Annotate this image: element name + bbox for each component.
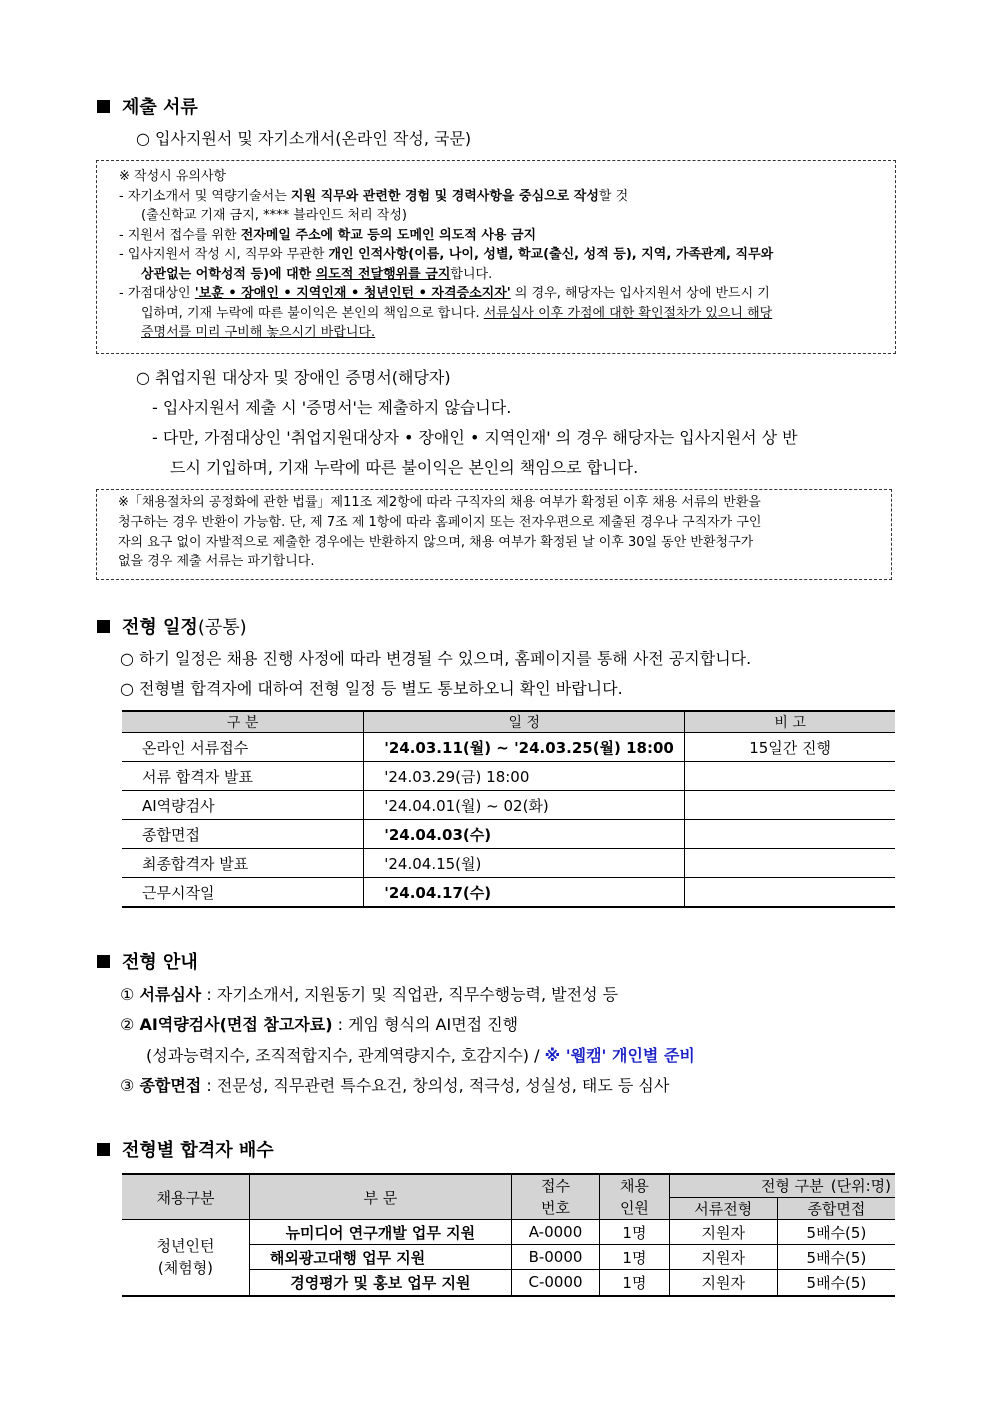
table-row [122,820,895,849]
law-notice-content [118,493,761,572]
receipt-no-cell: C-0000 [511,1270,599,1296]
dept-cell: 경영평가 및 홍보 업무 지원 [249,1270,511,1296]
law-notice-line: ※「채용절차의 공정화에 관한 법률」제11조 제2항에 따라 구직자의 채용 여부가 확정된 이후 채용 서류의 반환을 [118,495,761,510]
date-cell: '24.03.11(월) ~ '24.03.25(월) 18:00 [364,733,685,762]
col-header-receipt-no: 접수 번호 [511,1174,599,1220]
section-heading-documents: 제출 서류 [97,93,198,119]
note-line: 입하며, 기재 누락에 따른 불이익은 본인의 책임으로 합니다. 서류심사 이후 가점에 대한 확인절차가 있으니 해당 [141,305,773,321]
doc-sub-item: - 다만, 가점대상인 '취업지원대상자 • 장애인 • 지역인재' 의 경우 해당자는 입사지원서 상 반 [152,428,798,447]
notes-content [119,167,773,343]
square-bullet-icon [97,955,110,968]
table-header-row [122,1174,895,1197]
table-row [122,791,895,820]
stage-cell: 최종합격자 발표 [122,849,364,878]
date-cell: '24.04.01(월) ~ 02(화) [364,791,685,820]
doc-item-application: ○ 입사지원서 및 자기소개서(온라인 작성, 국문) [136,129,472,148]
guide-item-interview: ③ 종합면접 : 전문성, 직무관련 특수요건, 창의성, 적극성, 성실성, 태도 등 심사 [120,1076,670,1095]
col-header-note: 비 고 [685,711,895,733]
note-cell [685,820,895,849]
schedule-table [122,710,895,908]
stage-cell: 종합면접 [122,820,364,849]
headcount-cell: 1명 [600,1245,669,1270]
table-row [122,849,895,878]
law-notice-line: 청구하는 경우 반환이 가능함. 단, 제 7조 제 1항에 따라 홈페이지 또는 전자우편으로 제출된 경우나 구직자가 구인 [118,514,762,530]
interview-stage-cell: 5배수(5) [777,1220,895,1245]
col-header-stage: 구 분 [122,711,364,733]
headcount-cell: 1명 [600,1220,669,1245]
doc-sub-item: 드시 기입하며, 기재 누락에 따른 불이익은 본인의 책임으로 합니다. [170,458,639,477]
table-row [122,733,895,762]
headcount-cell: 1명 [600,1270,669,1296]
note-line: 상관없는 어학성적 등)에 대한 의도적 전달행위를 금지합니다. [141,266,493,282]
date-cell: '24.03.29(금) 18:00 [364,762,685,791]
col-header-type: 채용구분 [122,1174,249,1220]
schedule-note: ○ 하기 일정은 채용 진행 사정에 따라 변경될 수 있으며, 홈페이지를 통해 사전 공지합니다. [120,649,752,668]
note-cell: 15일간 진행 [685,733,895,762]
stage-cell: 근무시작일 [122,878,364,908]
square-bullet-icon [97,100,110,113]
document-stage-cell: 지원자 [669,1270,777,1296]
table-row [122,1220,895,1245]
square-bullet-icon [97,1143,110,1156]
document-stage-cell: 지원자 [669,1245,777,1270]
section-heading-multiplier: 전형별 합격자 배수 [97,1136,274,1162]
stage-cell: 서류 합격자 발표 [122,762,364,791]
note-cell [685,878,895,908]
stage-cell: AI역량검사 [122,791,364,820]
receipt-no-cell: A-0000 [511,1220,599,1245]
col-header-dept: 부 문 [249,1174,511,1220]
interview-stage-cell: 5배수(5) [777,1270,895,1296]
law-notice-line: 자의 요구 없이 자발적으로 제출한 경우에는 반환하지 않으며, 채용 여부가 확정된 날 이후 30일 동안 반환청구가 [118,534,754,550]
webcam-notice: ※ '웹캠' 개인별 준비 [544,1046,695,1065]
guide-item-ai-test: ② AI역량검사(면접 참고자료) : 게임 형식의 AI면접 진행 [120,1015,519,1034]
col-header-date: 일 정 [364,711,685,733]
table-row [122,878,895,908]
note-cell [685,849,895,878]
law-notice-line: 없을 경우 제출 서류는 파기합니다. [118,554,315,570]
note-line: - 지원서 접수를 위한 전자메일 주소에 학교 등의 도메인 의도적 사용 금지 [119,227,537,243]
note-line: - 자기소개서 및 역량기술서는 지원 직무와 관련한 경험 및 경력사항을 중심으로 작성할 것 [119,188,629,204]
note-line: - 가점대상인 '보훈 • 장애인 • 지역인재 • 청년인턴 • 자격증소지자' 의 경우, 해당자는 입사지원서 상에 반드시 기 [119,286,770,301]
guide-item-document-review: ① 서류심사 : 자기소개서, 지원동기 및 직업관, 직무수행능력, 발전성 등 [120,985,619,1004]
section-heading-schedule: 전형 일정(공통) [97,613,247,639]
stage-cell: 온라인 서류접수 [122,733,364,762]
section-heading-guide: 전형 안내 [97,948,198,974]
note-line: - 입사지원서 작성 시, 직무와 무관한 개인 인적사항(이름, 나이, 성별, 학교(출신, 성적 등), 지역, 가족관계, 직무와 [119,247,774,262]
dept-cell: 해외광고대행 업무 지원 [249,1245,511,1270]
col-header-interview-stage: 종합면접 [777,1197,895,1220]
schedule-note: ○ 전형별 합격자에 대하여 전형 일정 등 별도 통보하오니 확인 바랍니다. [120,679,623,698]
guide-item-ai-test-detail: (성과능력지수, 조직적합지수, 관계역량지수, 호감지수) / ※ '웹캠' 개인별 준비 [146,1046,695,1065]
col-header-headcount: 채용 인원 [600,1174,669,1220]
multiplier-table [122,1173,895,1297]
note-line: 증명서를 미리 구비해 놓으시기 바랍니다. [141,325,376,340]
note-cell [685,762,895,791]
doc-item-certificate: ○ 취업지원 대상자 및 장애인 증명서(해당자) [136,368,451,387]
date-cell: '24.04.17(수) [364,878,685,908]
note-line: (출신학교 기재 금지, **** 블라인드 처리 작성) [141,208,407,223]
square-bullet-icon [97,620,110,633]
interview-stage-cell: 5배수(5) [777,1245,895,1270]
notes-heading: ※ 작성시 유의사항 [119,169,227,184]
date-cell: '24.04.15(월) [364,849,685,878]
date-cell: '24.04.03(수) [364,820,685,849]
col-header-stage: 전형 구분 (단위:명) [669,1174,895,1197]
document-stage-cell: 지원자 [669,1220,777,1245]
receipt-no-cell: B-0000 [511,1245,599,1270]
doc-sub-item: - 입사지원서 제출 시 '증명서'는 제출하지 않습니다. [152,398,512,417]
col-header-document-stage: 서류전형 [669,1197,777,1220]
dept-cell: 뉴미디어 연구개발 업무 지원 [249,1220,511,1245]
table-header-row [122,711,895,733]
table-row [122,762,895,791]
type-cell: 청년인턴 (체험형) [122,1220,249,1296]
note-cell [685,791,895,820]
